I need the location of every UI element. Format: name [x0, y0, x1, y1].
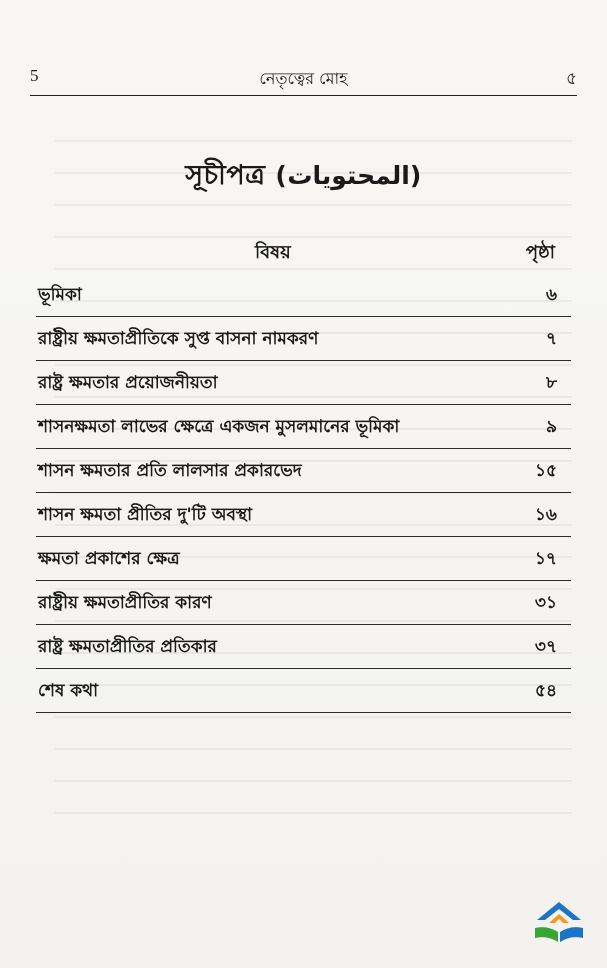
toc-entry[interactable] — [36, 273, 571, 317]
book-title: নেতৃত্বের মোহ — [259, 69, 348, 88]
toc-entry-page: ৮ — [545, 373, 557, 393]
column-header-subject: বিষয় — [255, 242, 291, 263]
toc-entry-title: রাষ্ট্রীয় ক্ষমতাপ্রীতির কারণ — [38, 593, 212, 613]
logo-book-left — [535, 927, 558, 942]
column-header-page: পৃষ্ঠা — [525, 242, 555, 263]
running-head — [30, 66, 577, 92]
toc-entry-page: ৬ — [545, 285, 557, 305]
page-number-left: 5 — [30, 66, 39, 85]
logo-inner-shape — [549, 914, 569, 923]
toc-entry[interactable] — [36, 625, 571, 669]
toc-heading-arabic: (المحتويات) — [275, 161, 422, 190]
toc-entry-page: ১৭ — [534, 549, 557, 569]
toc-entry[interactable] — [36, 449, 571, 493]
toc-entry-title: শেষ কথা — [38, 681, 99, 701]
toc-entry-title: শাসন ক্ষমতার প্রতি লালসার প্রকারভেদ — [38, 461, 302, 481]
toc-entry[interactable] — [36, 361, 571, 405]
header-rule — [30, 95, 577, 96]
toc-entry-page: ৯ — [545, 417, 557, 437]
toc-entry-page: ১৬ — [534, 505, 557, 525]
toc-entry[interactable] — [36, 581, 571, 625]
toc-entry-title: ভূমিকা — [38, 285, 82, 305]
toc-entry[interactable] — [36, 317, 571, 361]
toc-entry-title: রাষ্ট্র ক্ষমতাপ্রীতির প্রতিকার — [38, 637, 217, 657]
toc-entry-page: ১৫ — [534, 461, 557, 481]
toc-heading-bengali: সূচীপত্র — [185, 160, 266, 191]
toc-entry-title: ক্ষমতা প্রকাশের ক্ষেত্র — [38, 549, 180, 569]
toc-list — [36, 273, 571, 713]
toc-entry-page: ৫৪ — [534, 681, 557, 701]
toc-entry[interactable] — [36, 669, 571, 713]
page-number-right: ৫ — [565, 69, 577, 89]
toc-entry[interactable] — [36, 405, 571, 449]
toc-entry-page: ৩৭ — [534, 637, 557, 657]
toc-entry-title: রাষ্ট্র ক্ষমতার প্রয়োজনীয়তা — [38, 373, 218, 393]
toc-entry-title: শাসনক্ষমতা লাভের ক্ষেত্রে একজন মুসলমানের ভূমিকা — [38, 417, 400, 437]
toc-entry-page: ৭ — [545, 329, 557, 349]
toc-entry-title: রাষ্ট্রীয় ক্ষমতাপ্রীতিকে সুপ্ত বাসনা নামকরণ — [38, 329, 319, 349]
logo-book-right — [560, 927, 583, 942]
publisher-logo-icon — [529, 898, 589, 950]
toc-entry-title: শাসন ক্ষমতা প্রীতির দু'টি অবস্থা — [38, 505, 253, 525]
toc-heading — [0, 155, 607, 200]
toc-entry-page: ৩১ — [534, 593, 557, 613]
toc-entry[interactable] — [36, 493, 571, 537]
toc-entry[interactable] — [36, 537, 571, 581]
